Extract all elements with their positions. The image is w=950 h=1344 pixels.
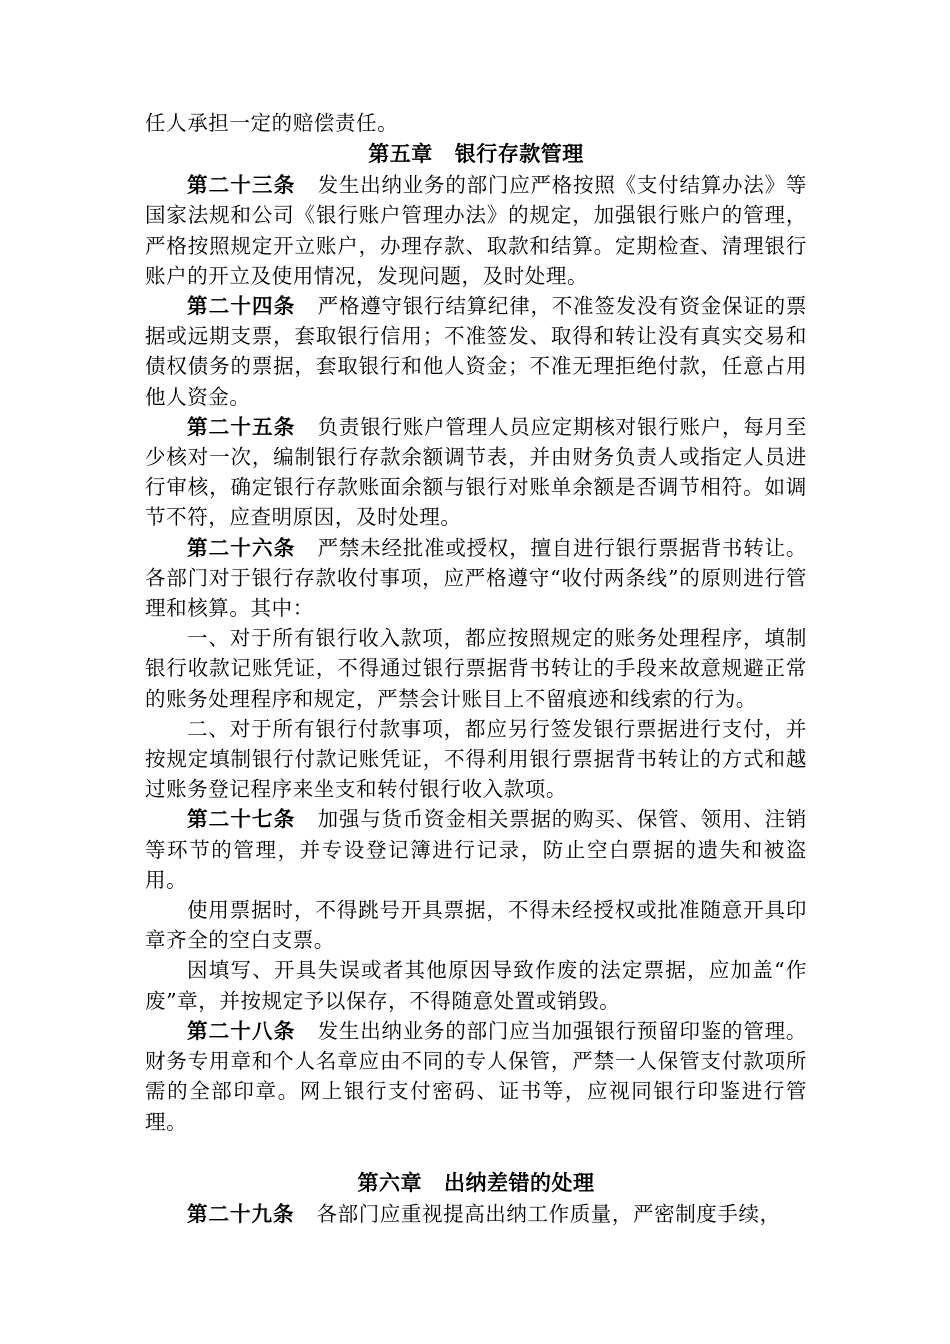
lead-paragraph: 任人承担一定的赔偿责任。 (145, 111, 399, 135)
article-27-label: 第二十七条 (187, 807, 296, 832)
article-26-item-2: 二、对于所有银行付款事项，都应另行签发银行票据进行支付，并按规定填制银行付款记账凭证，不得利用银行票据背书转让的方式和越过账务登记程序来坐支和转付银行收入款项。 (145, 716, 807, 802)
chapter-5-heading (145, 138, 807, 170)
article-28 (145, 1016, 807, 1137)
chapter-6-heading (145, 1167, 807, 1199)
chapter-5-number: 第五章 (368, 141, 433, 167)
article-27 (145, 804, 807, 895)
article-28-label: 第二十八条 (187, 1018, 296, 1043)
article-24-text: 严格遵守银行结算纪律，不准签发没有资金保证的票据或远期支票，套取银行信用；不准签发、取得和转让没有真实交易和债权债务的票据，套取银行和他人资金；不准无理拒绝付款，任意占用他人资金。 (145, 294, 807, 409)
article-27-text: 加强与货币资金相关票据的购买、保管、领用、注销等环节的管理，并专设登记簿进行记录，防止空白票据的遗失和被盗用。 (145, 807, 807, 892)
article-23-label: 第二十三条 (187, 173, 296, 198)
chapter-6-title: 出纳差错的处理 (444, 1169, 595, 1195)
chapter-5-title: 银行存款管理 (454, 141, 584, 167)
article-27-para-1: 使用票据时，不得跳号开具票据，不得未经授权或批准随意开具印章齐全的空白支票。 (145, 898, 807, 953)
article-26 (145, 533, 807, 624)
article-24 (145, 291, 807, 412)
article-29-label: 第二十九条 (187, 1201, 295, 1226)
article-28-text: 发生出纳业务的部门应当加强银行预留印鉴的管理。财务专用章和个人名章应由不同的专人保管，严禁一人保管支付款项所需的全部印章。网上银行支付密码、证书等，应视同银行印鉴进行管理。 (145, 1018, 807, 1134)
article-29 (145, 1199, 807, 1229)
article-26-label: 第二十六条 (187, 535, 296, 560)
article-29-text: 各部门应重视提高出纳工作质量，严密制度手续， (316, 1201, 781, 1226)
article-26-item-1: 一、对于所有银行收入款项，都应按照规定的账务处理程序，填制银行收款记账凭证，不得通过银行票据背书转让的手段来故意规避正常的账务处理程序和规定，严禁会计账目上不留痕迹和线索的行为。 (145, 626, 807, 711)
chapter-6-number: 第六章 (357, 1169, 422, 1195)
document-page (145, 108, 807, 1229)
article-23-text: 发生出纳业务的部门应严格按照《支付结算办法》等国家法规和公司《银行账户管理办法》的规定，加强银行账户的管理，严格按照规定开立账户，办理存款、取款和结算。定期检查、清理银行账户的开立及使用情况，发现问题，及时处理。 (145, 173, 807, 288)
article-25-label: 第二十五条 (187, 414, 296, 439)
article-25 (145, 412, 807, 533)
article-23 (145, 170, 807, 291)
article-27-para-2: 因填写、开具失误或者其他原因导致作废的法定票据，应加盖“作废”章，并按规定予以保存，不得随意处置或销毁。 (145, 958, 807, 1013)
article-26-text: 严禁未经批准或授权，擅自进行银行票据背书转让。各部门对于银行存款收付事项，应严格遵守“收付两条线”的原则进行管理和核算。其中： (145, 535, 807, 621)
article-25-text: 负责银行账户管理人员应定期核对银行账户，每月至少核对一次，编制银行存款余额调节表，并由财务负责人或指定人员进行审核，确定银行存款账面余额与银行对账单余额是否调节相符。如调节不符，应查明原因，及时处理。 (145, 414, 807, 530)
blank-line (145, 1137, 807, 1167)
article-24-label: 第二十四条 (187, 294, 296, 319)
